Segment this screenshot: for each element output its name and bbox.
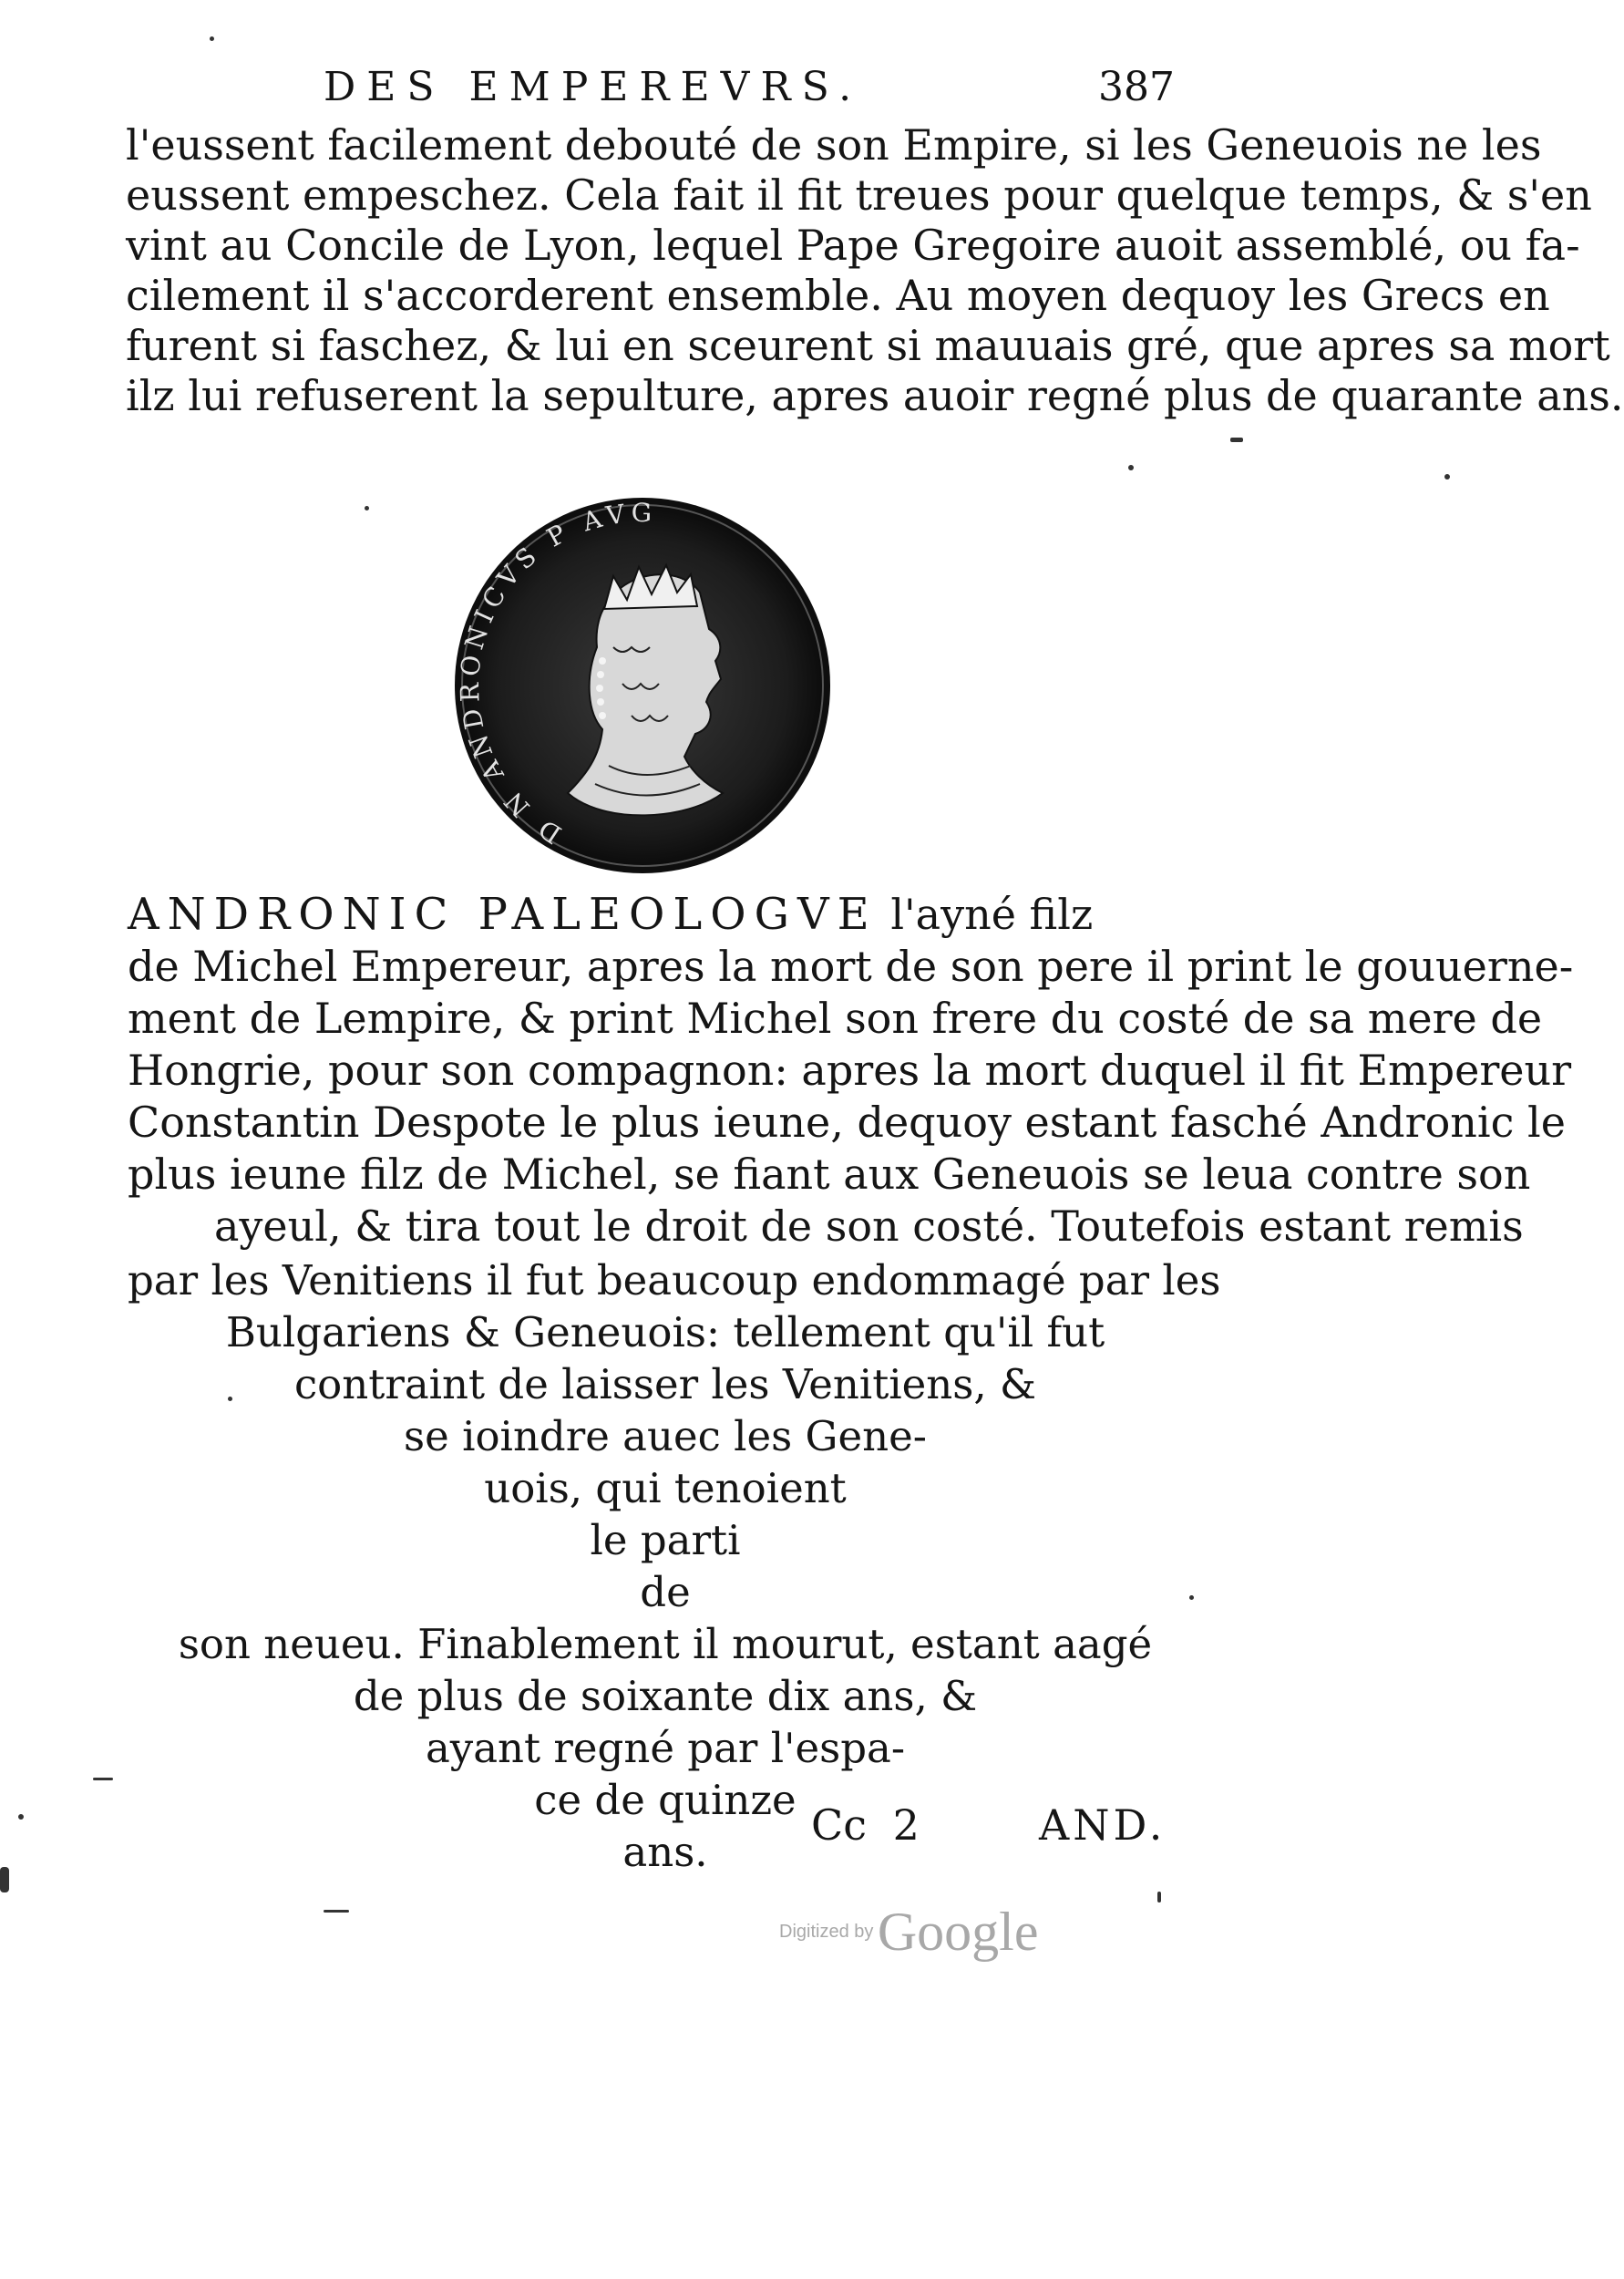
main-paragraph <box>128 889 1574 1253</box>
text-line: ayeul, & tira tout le droit de son costé. Toutefois estant remis <box>214 1201 1524 1251</box>
first-line-rest: l'ayné filz <box>890 890 1094 939</box>
text-line: ment de Lempire, & print Michel son frere du costé de sa mere de <box>128 994 1543 1043</box>
catchword: AND. <box>1039 1800 1167 1850</box>
emperor-medallion <box>449 492 837 880</box>
text-line: contraint de laisser les Venitiens, & <box>293 1360 1037 1408</box>
medallion-portrait-icon <box>449 492 837 880</box>
text-line: ayant regné par l'espa- <box>425 1724 906 1772</box>
text-line: ans. <box>622 1828 708 1876</box>
medal-inscription: D N ANDRONICVS P AVG <box>454 497 658 850</box>
text-line: le parti <box>590 1516 741 1564</box>
page-number: 387 <box>1098 64 1175 110</box>
scan-speck <box>1230 438 1243 442</box>
watermark-prefix: Digitized by <box>779 1922 874 1942</box>
text-line: furent si faschez, & lui en sceurent si mauuais gré, que apres sa mort <box>126 321 1610 370</box>
scan-speck <box>324 1910 349 1913</box>
text-line: ilz lui refuserent la sepulture, apres auoir regné plus de quarante ans. <box>126 371 1624 420</box>
scan-speck <box>1157 1892 1161 1903</box>
text-line <box>128 889 1203 941</box>
scan-speck <box>93 1778 113 1780</box>
text-line: uois, qui tenoient <box>484 1464 847 1512</box>
text-line: plus ieune filz de Michel, se fiant aux Geneuois se leua contre son <box>128 1150 1531 1199</box>
text-line: son neueu. Finablement il mourut, estant aagé <box>178 1620 1153 1668</box>
text-line: de <box>640 1568 691 1616</box>
scan-speck <box>1128 465 1134 470</box>
text-line: Bulgariens & Geneuois: tellement qu'il fut <box>225 1308 1105 1356</box>
scan-speck <box>210 36 214 41</box>
scan-speck <box>1444 474 1450 480</box>
signature-mark: Cc 2 <box>811 1800 920 1850</box>
text-line: Constantin Despote le plus ieune, dequoy estant fasché Andronic le <box>128 1098 1566 1147</box>
text-line: vint au Concile de Lyon, lequel Pape Gregoire auoit assemblé, ou fa- <box>126 221 1580 270</box>
text-line: de plus de soixante dix ans, & <box>353 1672 978 1720</box>
scan-speck <box>0 1867 9 1892</box>
text-line: de Michel Empereur, apres la mort de son pere il print le gouuerne- <box>128 942 1574 991</box>
digitization-watermark <box>779 1901 1038 1964</box>
text-line: l'eussent facilement debouté de son Empire, si les Geneuois ne les <box>126 120 1542 170</box>
text-line: cilement il s'accorderent ensemble. Au moyen dequoy les Grecs en <box>126 271 1550 320</box>
emperor-name: ANDRONIC PALEOLOGVE <box>128 889 878 940</box>
text-line: eussent empeschez. Cela fait il fit treues pour quelque temps, & s'en <box>126 170 1592 220</box>
text-line: par les Venitiens il fut beaucoup endommagé par les <box>128 1256 1221 1304</box>
text-line: se ioindre auec les Gene- <box>404 1412 927 1460</box>
watermark-brand: Google <box>877 1902 1039 1962</box>
scan-speck <box>1189 1595 1194 1600</box>
text-line: Hongrie, pour son compagnon: apres la mort duquel il fit Empereur <box>128 1046 1572 1095</box>
scan-speck <box>18 1814 24 1820</box>
tapered-text-block <box>128 1254 1221 1878</box>
top-paragraph <box>126 120 1624 421</box>
text-line: ce de quinze <box>534 1776 797 1824</box>
scan-speck <box>228 1397 232 1401</box>
running-title: DES EMPEREVRS. <box>324 64 863 110</box>
scan-speck <box>365 506 369 510</box>
